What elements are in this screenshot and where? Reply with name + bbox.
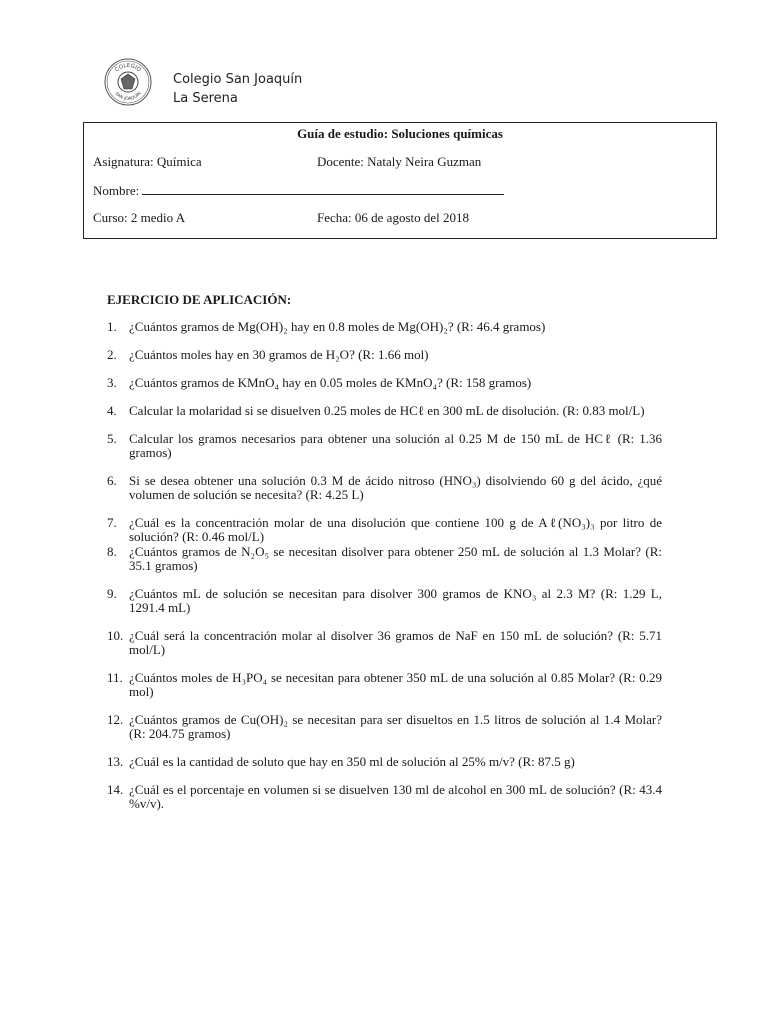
guide-title: Guía de estudio: Soluciones químicas [297, 126, 503, 141]
subject-row [93, 154, 482, 170]
exercise-number: 4. [107, 403, 117, 418]
exercise-number: 3. [107, 375, 117, 390]
exercise-item [107, 404, 662, 418]
exercise-text: ¿Cuántos gramos de Mg(OH)₂ hay en 0.8 moles de Mg(OH)₂? (R: 46.4 gramos) [129, 319, 546, 334]
exercise-number: 14. [107, 782, 124, 797]
exercise-text: ¿Cuál es la concentración molar de una disolución que contiene 100 g de Aℓ(NO₃)₃ por litro de solución? (R: 0.46 mol/L) [129, 515, 662, 544]
exercise-text: Calcular los gramos necesarios para obtener una solución al 0.25 M de 150 mL de HCℓ (R: 1.36 gramos) [129, 431, 662, 460]
section-title: EJERCICIO DE APLICACIÓN: [107, 292, 292, 307]
exercise-number: 10. [107, 628, 124, 643]
subject-text: Asignatura: Química [93, 154, 202, 169]
exercise-list [107, 320, 662, 825]
info-box [83, 122, 717, 239]
course-text: Curso: 2 medio A [93, 210, 186, 225]
name-row [93, 182, 504, 199]
exercise-number: 1. [107, 319, 117, 334]
exercise-item [107, 671, 662, 699]
svg-text:SAN JOAQUÍN: SAN JOAQUÍN [113, 91, 143, 103]
exercise-number: 5. [107, 431, 117, 446]
exercise-text: ¿Cuántos gramos de KMnO₄ hay en 0.05 moles de KMnO₄? (R: 158 gramos) [129, 375, 532, 390]
exercise-number: 7. [107, 515, 117, 530]
teacher-text: Docente: Nataly Neira Guzman [317, 154, 482, 169]
exercise-item [107, 432, 662, 460]
exercise-item [107, 474, 662, 502]
course-row [93, 210, 469, 226]
exercise-number: 2. [107, 347, 117, 362]
exercise-text: ¿Cuántos moles hay en 30 gramos de H₂O? (R: 1.66 mol) [129, 347, 429, 362]
exercise-item [107, 545, 662, 573]
exercise-text: ¿Cuál será la concentración molar al disolver 36 gramos de NaF en 150 mL de solución? (R: 5.71 mol/L) [129, 628, 662, 657]
exercise-number: 6. [107, 473, 117, 488]
exercise-item [107, 376, 662, 390]
exercise-text: ¿Cuál es el porcentaje en volumen si se disuelven 130 ml de alcohol en 300 mL de solución? (R: 43.4 %v/v). [129, 782, 662, 811]
exercise-item [107, 348, 662, 362]
exercise-text: ¿Cuántos mL de solución se necesitan para disolver 300 gramos de KNO₃ al 2.3 M? (R: 1.29 L, 1291.4 mL) [129, 586, 662, 615]
exercise-text: ¿Cuántos gramos de Cu(OH)₂ se necesitan para ser disueltos en 1.5 litros de solución al 1.4 Molar? (R: 204.75 gramos) [129, 712, 662, 741]
date-text: Fecha: 06 de agosto del 2018 [317, 210, 469, 225]
school-logo-icon [104, 58, 152, 106]
exercise-text: ¿Cuántos moles de H₃PO₄ se necesitan para obtener 350 mL de una solución al 0.85 Molar? (R: 0.29 mol) [129, 670, 662, 699]
school-city: La Serena [173, 91, 238, 106]
exercise-item [107, 320, 662, 334]
exercise-number: 13. [107, 754, 124, 769]
exercise-item [107, 755, 662, 769]
exercise-item [107, 713, 662, 741]
exercise-number: 8. [107, 544, 117, 559]
exercise-item [107, 783, 662, 811]
svg-text:COLEGIO: COLEGIO [114, 62, 142, 74]
exercise-item [107, 516, 662, 544]
school-header [173, 70, 302, 108]
exercise-text: ¿Cuál es la cantidad de soluto que hay en 350 ml de solución al 25% m/v? (R: 87.5 g) [129, 754, 575, 769]
exercise-number: 12. [107, 712, 124, 727]
name-blank-line[interactable] [142, 182, 504, 195]
exercise-number: 9. [107, 586, 117, 601]
exercise-number: 11. [107, 670, 123, 685]
name-label: Nombre: [93, 183, 140, 198]
school-name: Colegio San Joaquín [173, 72, 303, 87]
exercise-text: ¿Cuántos gramos de N₂O₅ se necesitan disolver para obtener 250 mL de solución al 1.3 Molar? (R: 35.1 gramos) [129, 544, 662, 573]
exercise-item [107, 629, 662, 657]
exercise-text: Si se desea obtener una solución 0.3 M de ácido nitroso (HNO₃) disolviendo 60 g del ácido, ¿qué volumen de solución se necesita? (R: 4.25 L) [129, 473, 662, 502]
exercise-text: Calcular la molaridad si se disuelven 0.25 moles de HCℓ en 300 mL de disolución. (R: 0.83 mol/L) [129, 403, 645, 418]
exercise-item [107, 587, 662, 615]
